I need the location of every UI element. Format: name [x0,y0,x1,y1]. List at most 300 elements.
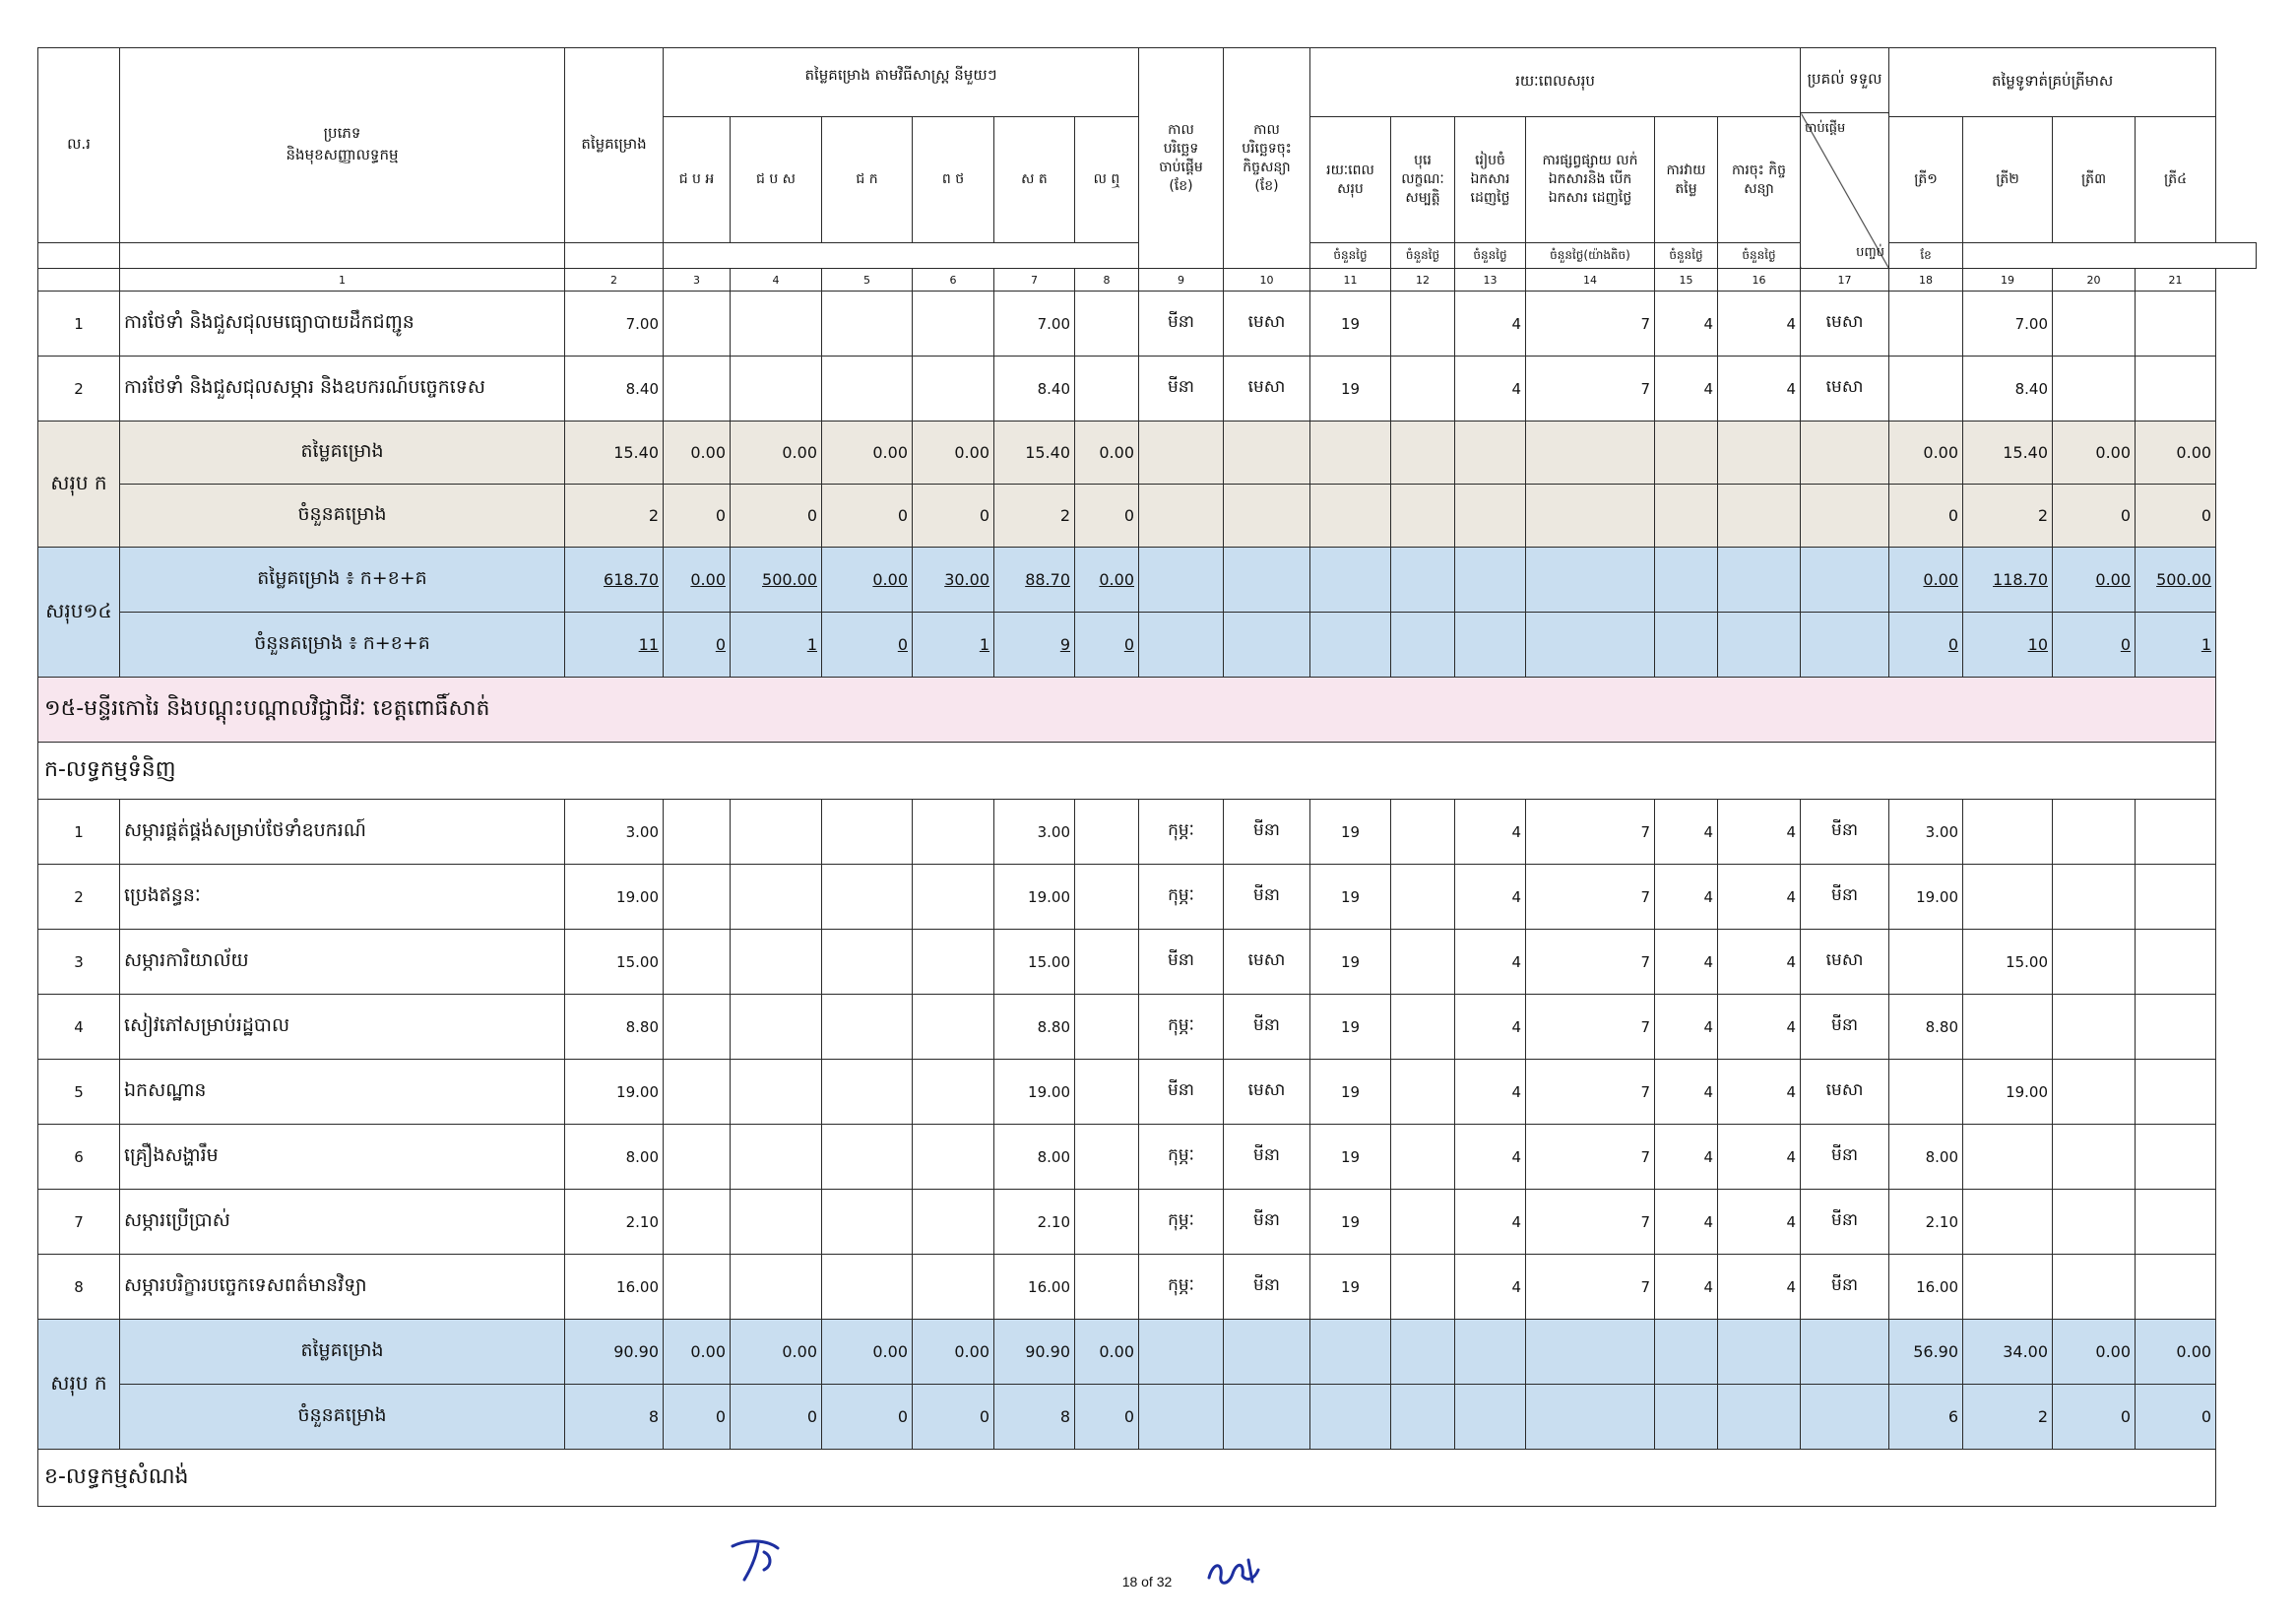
col-num: 5 [822,269,913,292]
blank-cell [1391,1060,1455,1125]
cell-d6: 4 [1718,1255,1801,1320]
cell-d4: 7 [1526,865,1655,930]
blank-cell [1801,1385,1889,1450]
col-header-quarter-payment: តម្លៃទូទាត់គ្រប់ត្រីមាស [1889,48,2216,117]
table-row [38,995,2257,1060]
sum-cost-src: 90.90 [994,1320,1075,1385]
summary-cost-row [38,422,2257,485]
sum-count-total: 8 [565,1385,664,1450]
cell-deliv: មេសា [1801,930,1889,995]
blank-cell [1718,422,1801,485]
blank-cell [731,995,822,1060]
src-6: ល ឮ [1075,117,1139,243]
src-4: ព ថ [913,117,994,243]
blank-cell [664,1255,731,1320]
col-header-start-date [1139,48,1224,269]
cell-st: 15.00 [994,930,1075,995]
blank-cell [913,800,994,865]
col-num: 8 [1075,269,1139,292]
sum-count-q: 2 [1963,485,2053,548]
col-num: 16 [1718,269,1801,292]
cell-d6: 4 [1718,800,1801,865]
cell-name: សម្ភារប្រើប្រាស់ [120,1190,565,1255]
cell-q1: 16.00 [1889,1255,1963,1320]
q4-header: ត្រី៤ [2136,117,2216,243]
total-count-src: 1 [731,613,822,678]
blank-cell [1224,1385,1310,1450]
cell-d6: 4 [1718,292,1801,357]
sign-l2: បរិច្ឆេទចុះ [1242,140,1292,157]
blank-cell [1139,485,1224,548]
sum-cost-q: 0.00 [2136,1320,2216,1385]
sum-a-label: សរុប ក [38,422,120,548]
sum-cost-total: 90.90 [565,1320,664,1385]
blank-cell [822,1060,913,1125]
total-count-total: 11 [565,613,664,678]
blank-cell [2053,995,2136,1060]
blank-cell [1310,1385,1391,1450]
col-header-type-l2: និងមុខសញ្ញាលទ្ធកម្ម [286,145,399,163]
total-count-row [38,613,2257,678]
sum-cost-total: 15.40 [565,422,664,485]
col-header-duration: រយៈពេលសរុប [1310,48,1801,117]
cell-deliv: មីនា [1801,865,1889,930]
cell-q1 [1889,930,1963,995]
table-row [38,1255,2257,1320]
blank-cell [1075,865,1139,930]
blank-cell [1391,995,1455,1060]
cell-d5: 4 [1655,1190,1718,1255]
cell-q2: 7.00 [1963,292,2053,357]
table-row [38,930,2257,995]
blank-cell [1075,1190,1139,1255]
cell-start: កុម្ភៈ [1139,1190,1224,1255]
total-count-q: 0 [2053,613,2136,678]
procurement-table [37,47,2257,1507]
sum-cost-q: 0.00 [2053,422,2136,485]
blank-cell [1391,485,1455,548]
cell-sign: មេសា [1224,1060,1310,1125]
cell-cost: 8.80 [565,995,664,1060]
blank-cell [1075,930,1139,995]
sum-cost-src: 0.00 [1075,422,1139,485]
sum-cost-src: 0.00 [664,422,731,485]
cell-q1 [1889,357,1963,422]
cell-deliv: មីនា [1801,800,1889,865]
cell-cost: 19.00 [565,865,664,930]
col-num: 15 [1655,269,1718,292]
blank-cell [2136,292,2216,357]
cell-d4: 7 [1526,995,1655,1060]
sum-cost-q: 0.00 [2053,1320,2136,1385]
cell-deliv: មេសា [1801,1060,1889,1125]
blank-cell [913,1060,994,1125]
blank-cell [1139,613,1224,678]
blank-cell [38,243,120,269]
cell-no: 2 [38,357,120,422]
sum-count-src: 0 [664,1385,731,1450]
cell-no: 4 [38,995,120,1060]
sched-end: បញ្ចប់ [1856,245,1885,260]
table-row [38,865,2257,930]
cell-d4: 7 [1526,930,1655,995]
blank-cell [731,292,822,357]
cell-name: សៀវភៅសម្រាប់រដ្ឋបាល [120,995,565,1060]
blank-cell [1801,613,1889,678]
cell-deliv: មីនា [1801,1255,1889,1320]
cell-start: មីនា [1139,1060,1224,1125]
blank-cell [1801,422,1889,485]
blank-cell [1655,422,1718,485]
section1-rows [38,292,2257,422]
cell-q2 [1963,1255,2053,1320]
cell-cost: 8.00 [565,1125,664,1190]
unit-day: ចំនួនថ្ងៃ [1655,243,1718,269]
cell-d5: 4 [1655,995,1718,1060]
blank-cell [664,1060,731,1125]
col-num: 17 [1801,269,1889,292]
blank-cell [1391,800,1455,865]
blank-cell [1391,548,1455,613]
cell-d5: 4 [1655,292,1718,357]
cell-d3: 4 [1455,357,1526,422]
blank-cell [1455,485,1526,548]
plan-cost-total-label: តម្លៃគម្រោង ៖ ក+ខ+គ [120,548,565,613]
sum-cost-src: 0.00 [822,422,913,485]
sum-cost-q: 34.00 [1963,1320,2053,1385]
sum-cost-q: 56.90 [1889,1320,1963,1385]
blank-cell [822,995,913,1060]
cell-cost: 16.00 [565,1255,664,1320]
sign-l4: (ខែ) [1254,177,1279,194]
sum-count-q: 0 [1889,485,1963,548]
blank-cell [731,1125,822,1190]
cell-st: 8.00 [994,1125,1075,1190]
section-title-row [38,678,2257,743]
cell-cost: 7.00 [565,292,664,357]
blank-cell [2136,1060,2216,1125]
blank-cell [1455,1385,1526,1450]
blank-cell [1139,422,1224,485]
start-l3: ចាប់ផ្តើម [1159,159,1203,175]
blank-cell [1139,1320,1224,1385]
total-cost-src: 500.00 [731,548,822,613]
cell-sign: មីនា [1224,1125,1310,1190]
blank-cell [1391,865,1455,930]
cell-name: ឯកសណ្ឋាន [120,1060,565,1125]
blank-cell [1391,1320,1455,1385]
blank-cell [1139,1385,1224,1450]
blank-cell [1526,422,1655,485]
cell-q1: 8.80 [1889,995,1963,1060]
col-header-by-source: តម្លៃគម្រោង តាមវិធីសាស្ត្រ នីមួយៗ [664,48,1139,117]
cell-deliv: មេសា [1801,292,1889,357]
blank-cell [913,995,994,1060]
total-cost-src: 0.00 [822,548,913,613]
cell-d6: 4 [1718,357,1801,422]
blank-cell [1963,243,2257,269]
q3-header: ត្រី៣ [2053,117,2136,243]
blank-cell [822,357,913,422]
cell-sign: មីនា [1224,995,1310,1060]
blank-cell [1075,1125,1139,1190]
blank-cell [913,357,994,422]
blank-cell [913,292,994,357]
cell-cost: 19.00 [565,1060,664,1125]
blank-cell [1075,800,1139,865]
sum-count-total: 2 [565,485,664,548]
dur-sign: ការចុះ កិច្ចសន្យា [1718,117,1801,243]
cell-q2 [1963,865,2053,930]
cell-d1: 19 [1310,865,1391,930]
blank-cell [1310,613,1391,678]
summary-count-row [38,485,2257,548]
sum-cost-q: 0.00 [1889,422,1963,485]
blank-cell [1391,930,1455,995]
summary-cost-row [38,1320,2257,1385]
table-row [38,1060,2257,1125]
blank-cell [1391,1255,1455,1320]
plan-count-total-label: ចំនួនគម្រោង ៖ ក+ខ+គ [120,613,565,678]
total-cost-q: 500.00 [2136,548,2216,613]
cell-st: 8.40 [994,357,1075,422]
sum-count-src: 2 [994,485,1075,548]
table-row [38,1125,2257,1190]
cell-sign: មីនា [1224,1255,1310,1320]
cell-d1: 19 [1310,292,1391,357]
sum-count-src: 0 [913,485,994,548]
col-num: 20 [2053,269,2136,292]
cell-start: កុម្ភៈ [1139,800,1224,865]
sum-count-q: 0 [2053,1385,2136,1450]
cell-no: 5 [38,1060,120,1125]
cell-q1 [1889,292,1963,357]
sum-count-q: 0 [2053,485,2136,548]
col-num: 18 [1889,269,1963,292]
total-cost-src: 30.00 [913,548,994,613]
cell-d5: 4 [1655,1125,1718,1190]
blank-cell [1310,422,1391,485]
sum-14-label: សរុប១៤ [38,548,120,678]
blank-cell [1455,613,1526,678]
blank-cell [1655,613,1718,678]
total-count-q: 1 [2136,613,2216,678]
blank-cell [1391,1125,1455,1190]
start-l1: កាល [1168,121,1194,138]
summary-count-row [38,1385,2257,1450]
col-num: 4 [731,269,822,292]
sum-count-q: 0 [2136,485,2216,548]
sched-start: ចាប់ផ្តើម [1805,121,1846,136]
cell-d4: 7 [1526,1255,1655,1320]
blank-cell [822,1190,913,1255]
sum-count-src: 0 [1075,1385,1139,1450]
blank-cell [664,865,731,930]
blank-cell [822,930,913,995]
sum-cost-src: 0.00 [664,1320,731,1385]
blank-cell [1718,548,1801,613]
dur-advertise: ការផ្សព្វផ្សាយ លក់ ឯកសារនិង បើកឯកសារ ដេញថ្លៃ [1526,117,1655,243]
cell-d1: 19 [1310,800,1391,865]
blank-cell [1139,548,1224,613]
blank-cell [1718,1320,1801,1385]
cell-d1: 19 [1310,1190,1391,1255]
cell-st: 2.10 [994,1190,1075,1255]
cell-sign: មេសា [1224,930,1310,995]
unit-day: ចំនួនថ្ងៃ [1455,243,1526,269]
table-row [38,357,2257,422]
total-cost-q: 0.00 [1889,548,1963,613]
cell-start: កុម្ភៈ [1139,1255,1224,1320]
total-count-src: 1 [913,613,994,678]
cell-st: 19.00 [994,865,1075,930]
plan-cost-label: តម្លៃគម្រោង [120,1320,565,1385]
blank-cell [913,865,994,930]
unit-day: ចំនួនថ្ងៃ [1391,243,1455,269]
blank-cell [1718,613,1801,678]
total-count-q: 10 [1963,613,2053,678]
blank-cell [1655,1320,1718,1385]
cell-d4: 7 [1526,292,1655,357]
cell-st: 16.00 [994,1255,1075,1320]
cell-d4: 7 [1526,357,1655,422]
cell-d6: 4 [1718,930,1801,995]
col-num: 14 [1526,269,1655,292]
total-count-src: 0 [1075,613,1139,678]
blank-cell [1075,1255,1139,1320]
blank-cell [1718,485,1801,548]
total-count-src: 0 [822,613,913,678]
col-num: 1 [120,269,565,292]
col-header-start-end [1801,113,1889,269]
sum-count-q: 6 [1889,1385,1963,1450]
blank-cell [664,292,731,357]
sum-count-src: 8 [994,1385,1075,1450]
blank-cell [913,1255,994,1320]
cell-d5: 4 [1655,930,1718,995]
blank-cell [120,243,565,269]
cell-d5: 4 [1655,1060,1718,1125]
cell-d6: 4 [1718,865,1801,930]
cell-q2 [1963,995,2053,1060]
total-cost-total: 618.70 [565,548,664,613]
cell-d1: 19 [1310,1060,1391,1125]
blank-cell [2053,1060,2136,1125]
plan-count-label: ចំនួនគម្រោង [120,485,565,548]
cell-q1 [1889,1060,1963,1125]
blank-cell [1526,613,1655,678]
cell-no: 1 [38,800,120,865]
col-header-no: ល.រ [38,48,120,243]
blank-cell [731,1255,822,1320]
col-num: 7 [994,269,1075,292]
blank-cell [2053,1190,2136,1255]
col-num [38,269,120,292]
dur-prepare: រៀបចំ ឯកសារ ដេញថ្លៃ [1455,117,1526,243]
cell-d6: 4 [1718,995,1801,1060]
blank-cell [1526,548,1655,613]
sum-count-q: 2 [1963,1385,2053,1450]
cell-st: 19.00 [994,1060,1075,1125]
cell-no: 6 [38,1125,120,1190]
blank-cell [664,995,731,1060]
blank-cell [664,800,731,865]
sum-cost-src: 0.00 [822,1320,913,1385]
q2-header: ត្រី២ [1963,117,2053,243]
subsection-b-row [38,1450,2257,1507]
sum-count-src: 0 [731,485,822,548]
blank-cell [1391,357,1455,422]
col-num: 19 [1963,269,2053,292]
total-count-q: 0 [1889,613,1963,678]
col-header-type-l1: ប្រភេទ [323,123,361,142]
sum-cost-q: 15.40 [1963,422,2053,485]
sign-l3: កិច្ចសន្យា [1243,159,1291,175]
dur-total: រយៈពេលសរុប [1310,117,1391,243]
blank-cell [664,357,731,422]
cell-q1: 3.00 [1889,800,1963,865]
q1-header: ត្រី១ [1889,117,1963,243]
total-cost-src: 88.70 [994,548,1075,613]
blank-cell [2053,800,2136,865]
blank-cell [1075,357,1139,422]
blank-cell [2136,357,2216,422]
blank-cell [1075,995,1139,1060]
col-header-type [120,48,565,243]
cell-d3: 4 [1455,800,1526,865]
sum-count-src: 0 [822,485,913,548]
cell-name: សម្ភារផ្គត់ផ្គង់សម្រាប់ថែទាំឧបករណ៍ [120,800,565,865]
cell-q2: 8.40 [1963,357,2053,422]
blank-cell [1310,548,1391,613]
procurement-plan-sheet [37,47,2257,1534]
cell-name: គ្រឿងសង្ហារឹម [120,1125,565,1190]
blank-cell [1075,1060,1139,1125]
blank-cell [664,930,731,995]
blank-cell [1391,292,1455,357]
cell-cost: 8.40 [565,357,664,422]
cell-q1: 2.10 [1889,1190,1963,1255]
blank-cell [664,1125,731,1190]
page-number: 18 of 32 [1121,1574,1173,1590]
blank-cell [1224,422,1310,485]
column-number-row [38,269,2257,292]
src-5: ស ត [994,117,1075,243]
blank-cell [2053,1125,2136,1190]
src-3: ជ ក [822,117,913,243]
cell-name: ការថែទាំ និងជួសជុលសម្ភារ និងឧបករណ៍បច្ចេកទេស [120,357,565,422]
blank-cell [2136,1190,2216,1255]
sign-l1: កាល [1253,121,1280,138]
blank-cell [2136,1255,2216,1320]
blank-cell [1224,485,1310,548]
plan-cost-label: តម្លៃគម្រោង [120,422,565,485]
blank-cell [1224,548,1310,613]
blank-cell [822,1255,913,1320]
cell-d3: 4 [1455,930,1526,995]
unit-day: ចំនួនថ្ងៃ [1310,243,1391,269]
cell-d5: 4 [1655,1255,1718,1320]
blank-cell [1526,1320,1655,1385]
sum-count-src: 0 [731,1385,822,1450]
cell-cost: 15.00 [565,930,664,995]
blank-cell [822,800,913,865]
blank-cell [1224,1320,1310,1385]
sum-cost-src: 0.00 [913,1320,994,1385]
blank-cell [1310,485,1391,548]
total-count-src: 0 [664,613,731,678]
cell-deliv: មីនា [1801,1125,1889,1190]
